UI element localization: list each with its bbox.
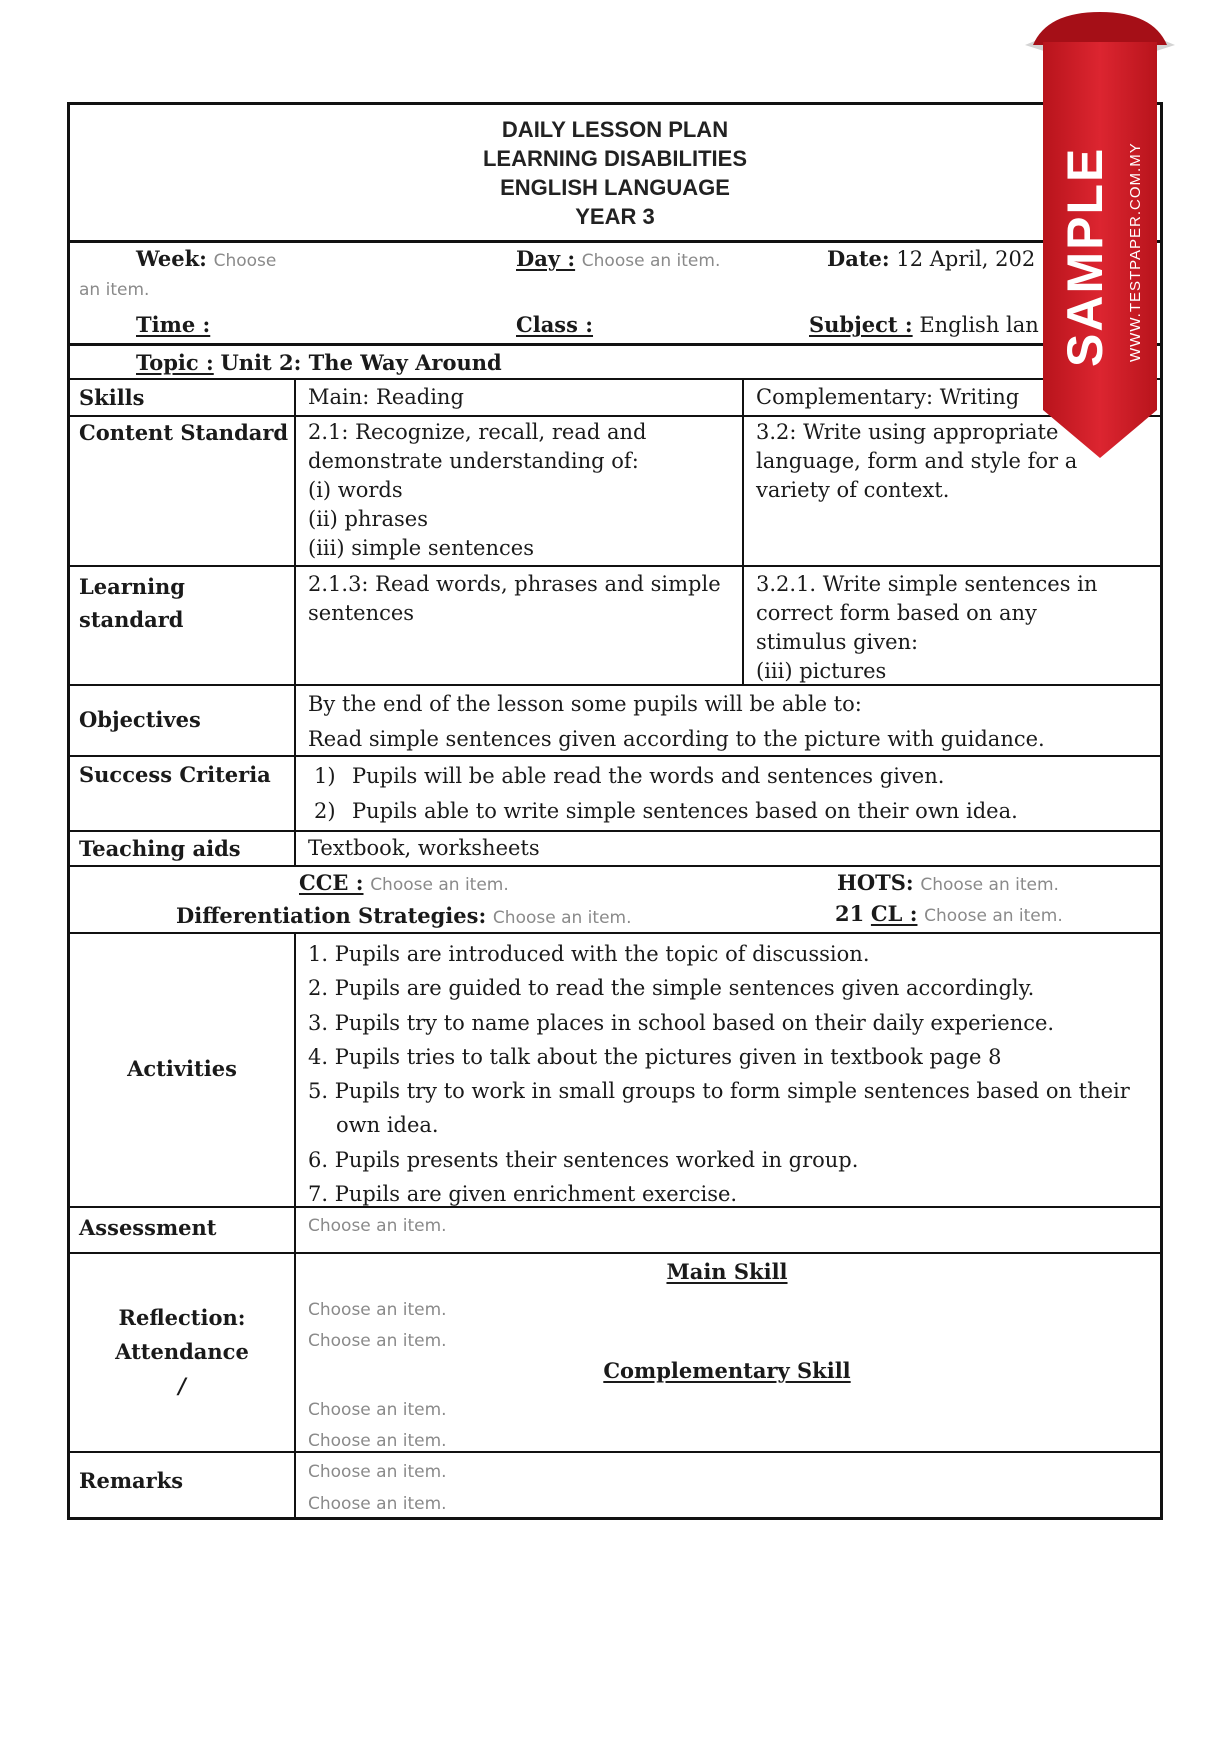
success-criteria-list xyxy=(314,759,1018,829)
date-label: Date: xyxy=(827,246,890,271)
date-value: 12 April, 202 xyxy=(896,247,1036,271)
content-standard-line: 2.1: Recognize, recall, read and xyxy=(308,420,647,444)
activity-item: 6. Pupils presents their sentences worked in group. xyxy=(308,1147,859,1172)
learning-standard-line: sentences xyxy=(308,601,415,625)
item-text: Pupils able to write simple sentences based on their own idea. xyxy=(352,799,1018,823)
complementary-skill-dropdown[interactable]: Choose an item. xyxy=(308,1431,447,1451)
divider xyxy=(70,378,1160,380)
reflection-label-b: Attendance xyxy=(115,1339,249,1364)
learning-standard-label-a: Learning xyxy=(79,574,185,599)
learning-standard-line: correct form based on any xyxy=(756,601,1037,625)
content-standard-main xyxy=(308,418,646,563)
assessment-dropdown[interactable]: Choose an item. xyxy=(308,1216,447,1236)
skills-complementary: Complementary: Writing xyxy=(756,385,1020,409)
content-standard-line: (ii) phrases xyxy=(308,507,429,531)
week-label: Week: xyxy=(136,246,207,271)
activity-item: 3. Pupils try to name places in school based on their daily experience. xyxy=(308,1010,1055,1035)
item-number: 2) xyxy=(314,799,336,823)
objectives-label: Objectives xyxy=(79,707,201,732)
day-field xyxy=(516,244,720,276)
document-header xyxy=(70,115,1160,231)
differentiation-dropdown[interactable]: Choose an item. xyxy=(492,908,632,928)
remarks-dropdown[interactable]: Choose an item. xyxy=(308,1462,447,1482)
divider xyxy=(70,343,1160,346)
activity-item: 1. Pupils are introduced with the topic of discussion. xyxy=(308,942,870,966)
hots-label: HOTS: xyxy=(837,870,914,895)
objectives-line: By the end of the lesson some pupils will be able to: xyxy=(308,692,862,716)
learning-standard-line: 3.2.1. Write simple sentences in xyxy=(756,572,1098,596)
subject-value: English lan xyxy=(919,313,1039,337)
complementary-skill-items xyxy=(308,1395,447,1457)
hots-field xyxy=(837,868,1059,900)
week-dropdown-wrap[interactable]: an item. xyxy=(79,280,150,300)
header-line-4: YEAR 3 xyxy=(575,204,655,229)
complementary-skill-heading: Complementary Skill xyxy=(603,1358,851,1383)
divider xyxy=(70,830,1160,832)
learning-standard-line: 2.1.3: Read words, phrases and simple xyxy=(308,572,721,596)
content-standard-line: language, form and style for a xyxy=(756,449,1078,473)
skills-label: Skills xyxy=(79,385,145,410)
teaching-aids-label: Teaching aids xyxy=(79,836,241,861)
header-line-3: ENGLISH LANGUAGE xyxy=(500,175,730,200)
activities-label: Activities xyxy=(127,1056,237,1081)
site-text: WWW.TESTPAPER.COM.MY xyxy=(1127,142,1144,362)
complementary-skill-dropdown[interactable]: Choose an item. xyxy=(308,1400,447,1420)
success-criteria-item xyxy=(314,794,1018,829)
content-standard-line: (i) words xyxy=(308,478,403,502)
success-criteria-label: Success Criteria xyxy=(79,762,271,787)
divider xyxy=(742,380,744,686)
cce-label: CCE : xyxy=(299,870,364,895)
item-number: 1) xyxy=(314,764,336,788)
week-dropdown[interactable]: Choose xyxy=(213,251,277,271)
week-field xyxy=(136,244,276,276)
topic-label: Topic : xyxy=(136,350,214,375)
success-criteria-item xyxy=(314,759,1018,794)
activity-item: 5. Pupils try to work in small groups to form simple sentences based on their xyxy=(308,1079,1130,1104)
reflection-label-a: Reflection: xyxy=(118,1305,246,1330)
content-standard-line: (iii) simple sentences xyxy=(308,536,534,560)
item-text: Pupils will be able read the words and sentences given. xyxy=(352,764,945,788)
divider xyxy=(70,565,1160,567)
date-field xyxy=(827,244,1035,274)
subject-label: Subject : xyxy=(809,312,913,337)
cce-dropdown[interactable]: Choose an item. xyxy=(370,875,509,895)
content-standard-line: variety of context. xyxy=(756,478,950,502)
divider xyxy=(294,934,296,1520)
content-standard-label: Content Standard xyxy=(79,420,289,445)
hots-dropdown[interactable]: Choose an item. xyxy=(920,875,1059,895)
topic-field xyxy=(136,348,502,378)
day-dropdown[interactable]: Choose an item. xyxy=(581,251,721,271)
content-standard-line: demonstrate understanding of: xyxy=(308,449,639,473)
objectives-text xyxy=(308,687,1045,757)
reflection-label-c: / xyxy=(178,1373,186,1398)
learning-standard-line: stimulus given: xyxy=(756,630,919,654)
topic-value: Unit 2: The Way Around xyxy=(220,350,502,375)
objectives-line: Read simple sentences given according to the picture with guidance. xyxy=(308,727,1045,751)
sample-text: SAMPLE xyxy=(1057,146,1113,367)
divider xyxy=(70,1252,1160,1254)
cl-field xyxy=(835,899,1063,931)
main-skill-items xyxy=(308,1295,447,1357)
remarks-dropdown[interactable]: Choose an item. xyxy=(308,1494,447,1514)
main-skill-dropdown[interactable]: Choose an item. xyxy=(308,1300,447,1320)
skills-main: Main: Reading xyxy=(308,385,464,409)
day-label: Day : xyxy=(516,246,576,271)
divider xyxy=(70,1451,1160,1453)
class-label: Class : xyxy=(516,312,594,337)
main-skill-heading: Main Skill xyxy=(666,1259,788,1284)
lesson-plan-document xyxy=(67,102,1163,1520)
divider xyxy=(294,380,296,866)
learning-standard-comp xyxy=(756,570,1097,686)
activities-list xyxy=(308,937,1130,1211)
reflection-label xyxy=(70,1301,294,1403)
subject-field xyxy=(809,310,1039,340)
content-standard-line: 3.2: Write using appropriate xyxy=(756,420,1059,444)
activity-item: 4. Pupils tries to talk about the pictures given in textbook page 8 xyxy=(308,1044,1002,1069)
remarks-label: Remarks xyxy=(79,1468,184,1493)
learning-standard-label xyxy=(79,570,185,636)
learning-standard-line: (iii) pictures xyxy=(756,659,887,683)
cce-field xyxy=(299,868,509,900)
divider xyxy=(70,240,1160,243)
cl-label: CL : xyxy=(870,901,918,926)
divider xyxy=(70,865,1160,867)
header-line-1: DAILY LESSON PLAN xyxy=(501,117,729,142)
divider xyxy=(70,415,1160,417)
time-label: Time : xyxy=(136,312,211,337)
differentiation-field xyxy=(176,901,632,933)
teaching-aids-value: Textbook, worksheets xyxy=(308,836,540,860)
remarks-items xyxy=(308,1456,447,1520)
activity-item: 7. Pupils are given enrichment exercise. xyxy=(308,1182,738,1207)
learning-standard-label-b: standard xyxy=(79,607,184,632)
activity-item-continued: own idea. xyxy=(336,1113,439,1138)
assessment-label: Assessment xyxy=(79,1215,217,1240)
main-skill-dropdown[interactable]: Choose an item. xyxy=(308,1331,447,1351)
header-line-2: LEARNING DISABILITIES xyxy=(482,146,747,171)
sample-ribbon xyxy=(1025,12,1175,470)
differentiation-label: Differentiation Strategies: xyxy=(176,903,487,928)
learning-standard-main xyxy=(308,570,721,628)
activity-item: 2. Pupils are guided to read the simple sentences given accordingly. xyxy=(308,976,1035,1001)
cl-number: 21 xyxy=(835,901,865,926)
cl-dropdown[interactable]: Choose an item. xyxy=(924,906,1063,926)
